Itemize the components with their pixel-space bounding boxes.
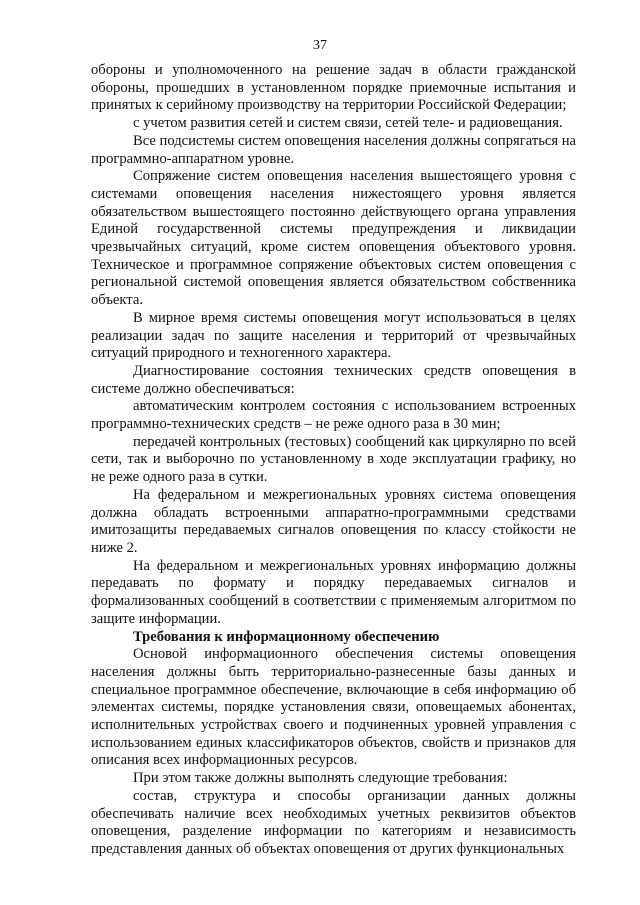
paragraph-broadcasting: с учетом развития сетей и систем связи, сетей теле- и радиовещания. — [133, 115, 563, 132]
paragraph-diagnostics: Диагностирование состояния технических средств оповещения в системе должно обеспечиваться: — [91, 362, 576, 397]
paragraph-information-basis: Основой информационного обеспечения системы оповещения населения должны быть территориально-разнесенные базы данных и специальное программное обеспечение, включающие в себя информацию об элементах системы, порядке установления связи, оповещаемых абонентах, исполнительных устройствах своего и подчиненных уровней управления с использованием единых классификаторов объектов, свойств и признаков для описания всех информационных ресурсов. — [91, 646, 576, 769]
paragraph-requirements-intro: При этом также должны выполнять следующие требования: — [133, 770, 508, 787]
paragraph-interfacing: Сопряжение систем оповещения населения вышестоящего уровня с системами оповещения населения нижестоящего уровня является обязательством вышестоящего постоянно действующего органа управления Единой государственной системы предупреждения и ликвидации чрезвычайных ситуаций, кроме систем оповещения объектового уровня. Техническое и программное сопряжение объектовых систем оповещения с региональной системой оповещения является обязательством собственника объекта. — [91, 168, 576, 309]
page-number: 37 — [313, 38, 327, 53]
paragraph-automatic-control: автоматическим контролем состояния с использованием встроенных программно-технических средств – не реже одного раза в 30 мин; — [91, 398, 576, 433]
paragraph-subsystems: Все подсистемы систем оповещения населения должны сопрягаться на программно-аппаратном уровне. — [91, 132, 576, 167]
paragraph-transmission-format: На федеральном и межрегиональных уровнях информацию должны передавать по формату и порядку передаваемых сигналов и формализованных сообщений в соответствии с применяемым алгоритмом по защите информации. — [91, 557, 576, 627]
paragraph-peacetime: В мирное время системы оповещения могут использоваться в целях реализации задач по защите населения и территорий от чрезвычайных ситуаций природного и техногенного характера. — [91, 309, 576, 362]
paragraph-test-messages: передачей контрольных (тестовых) сообщений как циркулярно по всей сети, так и выборочно по установленному в ходе эксплуатации графику, но не реже одного раза в сутки. — [91, 433, 576, 486]
section-heading-information-support: Требования к информационному обеспечению — [133, 628, 440, 645]
paragraph-continuation: обороны и уполномоченного на решение задач в области гражданской обороны, прошедших в установленном порядке приемочные испытания и принятых к серийному производству на территории Российской Федерации; — [91, 62, 576, 114]
paragraph-imitation-protection: На федеральном и межрегиональных уровнях система оповещения должна обладать встроенными аппаратно-программными средствами имитозащиты передаваемых сигналов оповещения по классу стойкости не ниже 2. — [91, 486, 576, 556]
paragraph-data-structure: состав, структура и способы организации данных должны обеспечивать наличие всех необходимых учетных реквизитов объектов оповещения, разделение информации по категориям и независимость представления данных об объектах оповещения от других функциональных — [91, 787, 576, 857]
document-body — [91, 62, 576, 859]
